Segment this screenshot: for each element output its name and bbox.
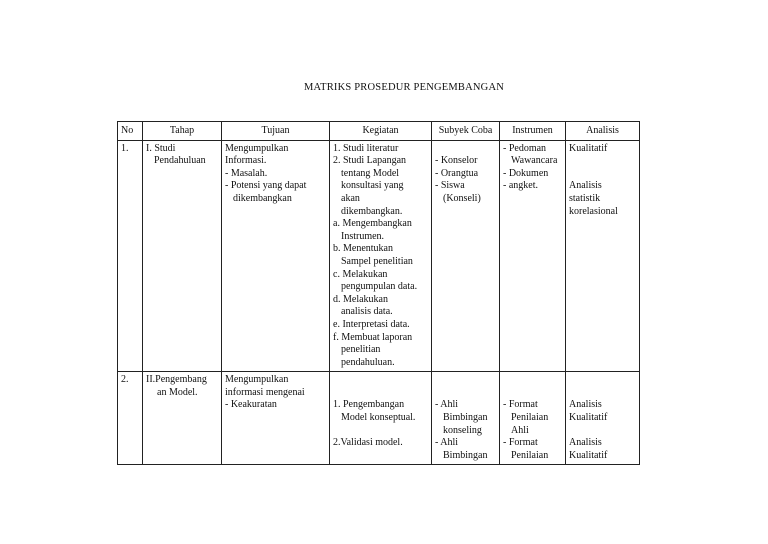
cell-line: f. Membuat laporan: [333, 331, 413, 343]
cell-no: 2.: [118, 372, 143, 465]
cell-line: an Model.: [157, 386, 198, 398]
header-instrumen: Instrumen: [500, 122, 566, 141]
cell-line: akan: [341, 192, 360, 204]
spacer: [503, 374, 562, 387]
cell-line: c. Melakukan: [333, 268, 388, 280]
cell-line: - Masalah.: [225, 167, 268, 179]
header-tujuan: Tujuan: [222, 122, 330, 141]
cell-line: konseling: [443, 424, 482, 436]
spacer: [435, 143, 496, 156]
spacer: [569, 155, 636, 168]
table-header-row: [118, 122, 640, 141]
header-no: No: [118, 122, 143, 141]
cell-line: Bimbingan: [443, 449, 488, 461]
spacer: [503, 387, 562, 400]
header-subyek-coba: Subyek Coba: [432, 122, 500, 141]
cell-line: - Keakuratan: [225, 399, 277, 411]
table-row: [118, 140, 640, 372]
cell-line: Informasi.: [225, 155, 267, 167]
spacer: [333, 387, 428, 400]
cell-line: dikembangkan: [233, 192, 292, 204]
cell-line: 1. Pengembangan: [333, 399, 405, 411]
cell-line: II.Pengembang: [146, 374, 207, 386]
cell-line: Sampel penelitian: [341, 255, 413, 267]
cell-analisis: [566, 140, 640, 372]
cell-line: informasi mengenai: [225, 386, 305, 398]
cell-line: Ahli: [511, 424, 529, 436]
cell-line: - Ahli: [435, 437, 459, 449]
cell-no: 1.: [118, 140, 143, 372]
cell-line: I. Studi: [146, 142, 176, 154]
cell-instrumen: [500, 140, 566, 372]
spacer: [333, 374, 428, 387]
cell-line: e. Interpretasi data.: [333, 318, 410, 330]
cell-line: - Format: [503, 399, 538, 411]
spacer: [569, 425, 636, 438]
document-title: MATRIKS PROSEDUR PENGEMBANGAN: [303, 82, 505, 93]
cell-line: tentang Model: [341, 167, 400, 179]
cell-instrumen: [500, 372, 566, 465]
cell-subyek-coba: [432, 372, 500, 465]
cell-subyek-coba: [432, 140, 500, 372]
cell-line: 1. Studi literatur: [333, 142, 399, 154]
cell-line: Pendahuluan: [154, 155, 206, 167]
cell-line: - Format: [503, 437, 538, 449]
cell-line: (Konseli): [443, 192, 481, 204]
spacer: [333, 425, 428, 438]
cell-kegiatan: [330, 372, 432, 465]
cell-line: - Ahli: [435, 399, 459, 411]
cell-line: Kualitatif: [569, 142, 608, 154]
cell-line: 2. Studi Lapangan: [333, 155, 407, 167]
cell-line: pengumpulan data.: [341, 281, 418, 293]
spacer: [435, 374, 496, 387]
cell-line: a. Mengembangkan: [333, 218, 412, 230]
cell-line: Model konseptual.: [341, 412, 416, 424]
cell-line: - Orangtua: [435, 167, 479, 179]
spacer: [569, 168, 636, 181]
cell-line: Mengumpulkan: [225, 142, 289, 154]
spacer: [435, 387, 496, 400]
cell-line: Wawancara: [511, 155, 558, 167]
header-kegiatan: Kegiatan: [330, 122, 432, 141]
cell-line: - Siswa: [435, 180, 465, 192]
cell-tujuan: [222, 140, 330, 372]
cell-line: Kualitatif: [569, 412, 608, 424]
cell-line: - Pedoman: [503, 142, 547, 154]
cell-line: Analisis: [569, 180, 602, 192]
cell-line: - Dokumen: [503, 167, 549, 179]
cell-line: 2.Validasi model.: [333, 437, 403, 449]
spacer: [569, 387, 636, 400]
cell-line: Penilaian: [511, 412, 549, 424]
cell-analisis: [566, 372, 640, 465]
cell-line: - angket.: [503, 180, 538, 192]
cell-line: korelasional: [569, 205, 618, 217]
procedure-matrix-table: [117, 121, 640, 465]
cell-line: analisis data.: [341, 306, 393, 318]
cell-line: statistik: [569, 192, 601, 204]
cell-line: pendahuluan.: [341, 356, 395, 368]
cell-line: Bimbingan: [443, 412, 488, 424]
cell-line: dikembangkan.: [341, 205, 403, 217]
cell-line: - Konselor: [435, 155, 478, 167]
cell-line: penelitian: [341, 344, 381, 356]
table-row: [118, 372, 640, 465]
cell-kegiatan: [330, 140, 432, 372]
cell-line: b. Menentukan: [333, 243, 393, 255]
cell-line: konsultasi yang: [341, 180, 404, 192]
cell-line: Instrumen.: [341, 230, 385, 242]
cell-line: Kualitatif: [569, 449, 608, 461]
spacer: [569, 374, 636, 387]
header-analisis: Analisis: [566, 122, 640, 141]
cell-tujuan: [222, 372, 330, 465]
cell-line: d. Melakukan: [333, 293, 388, 305]
cell-tahap: [143, 372, 222, 465]
cell-line: Penilaian: [511, 449, 549, 461]
cell-line: Analisis: [569, 437, 602, 449]
cell-line: Analisis: [569, 399, 602, 411]
cell-tahap: [143, 140, 222, 372]
cell-line: - Potensi yang dapat: [225, 180, 307, 192]
cell-line: Mengumpulkan: [225, 374, 289, 386]
header-tahap: Tahap: [143, 122, 222, 141]
